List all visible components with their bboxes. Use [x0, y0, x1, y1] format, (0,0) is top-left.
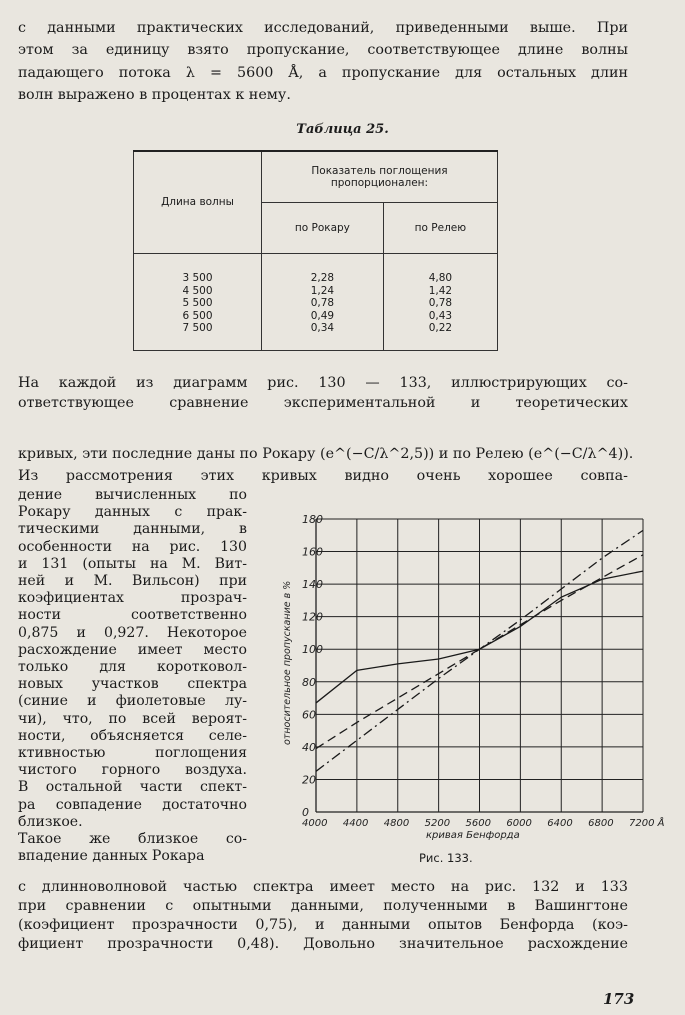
narrow-line: В остальной части спект-: [18, 779, 247, 796]
text-line-7: кривых, эти последние даны по Рокару (e^(−C/λ^2,5)) и по Релею (e^(−C/λ^4)).: [18, 446, 634, 462]
narrow-line: впадение данных Рокара: [18, 848, 205, 865]
text-line-3: падающего потока λ = 5600 Å, а пропускание для остальных длин: [18, 65, 628, 81]
absorption-table: [133, 150, 498, 351]
narrow-line: Такое же близкое со-: [18, 831, 247, 847]
x-tick-label: 6800: [588, 818, 614, 829]
y-tick-label: 80: [302, 675, 316, 689]
text-line-2: этом за единицу взято пропускание, соответствующее длине волны: [18, 42, 628, 58]
narrow-line: дение вычисленных по: [18, 487, 247, 503]
narrow-line: близкое.: [18, 813, 83, 830]
page-number: 173: [603, 990, 635, 1008]
text-line-5: На каждой из диаграмм рис. 130 — 133, иллюстрирующих со-: [18, 375, 628, 391]
narrow-line: 0,875 и 0,927. Некоторое: [18, 624, 247, 641]
narrow-line: коэфициентах прозрач-: [18, 590, 247, 607]
text-line-6: ответствующее сравнение экспериментальной и теоретических: [18, 395, 628, 411]
narrow-line: тическими данными, в: [18, 521, 247, 538]
text-line-1: с данными практических исследований, приведенными выше. При: [18, 20, 628, 36]
narrow-line: новых участков спектра: [18, 676, 247, 693]
narrow-line: ности, объясняется селе-: [18, 727, 247, 744]
narrow-line: расхождение имеет место: [18, 641, 247, 658]
y-axis-label: относительное пропускание в %: [282, 580, 293, 745]
narrow-line: и 131 (опыты на М. Вит-: [18, 555, 247, 572]
narrow-line: чистого горного воздуха.: [18, 762, 247, 779]
narrow-line: только для коротковол-: [18, 659, 247, 675]
x-tick-label: 6000: [506, 818, 532, 829]
text-line-8: Из рассмотрения этих кривых видно очень хорошее совпа-: [18, 468, 628, 484]
y-tick-label: 100: [302, 643, 323, 657]
narrow-line: Рокару данных с прак-: [18, 504, 247, 521]
narrow-line: ктивностью поглощения: [18, 745, 247, 761]
figure-caption: Рис. 133.: [419, 851, 473, 865]
group-header: Показатель поглощения пропорционален:: [262, 151, 498, 203]
y-tick-label: 60: [302, 708, 316, 722]
narrow-line: чи), что, по всей вероят-: [18, 710, 247, 727]
x-tick-label: 6400: [547, 818, 573, 829]
text-line-bottom-4: фициент прозрачности 0,48). Довольно значительное расхождение: [18, 936, 628, 952]
x-tick-label: 4800: [383, 818, 410, 829]
x-tick-label: 4400: [342, 818, 369, 829]
text-line-4: волн выражено в процентах к нему.: [18, 87, 291, 103]
narrow-line: (синие и фиолетовые лу-: [18, 693, 247, 710]
y-tick-label: 40: [302, 740, 316, 754]
narrow-line: ра совпадение достаточно: [18, 796, 247, 813]
x-tick-label: 5200: [424, 818, 451, 829]
col-rokar-header: по Рокару: [262, 203, 384, 254]
y-tick-label: 120: [302, 610, 323, 624]
rokar-values: 2,28 1,24 0,78 0,49 0,34: [262, 254, 384, 351]
table-caption: Таблица 25.: [296, 122, 389, 137]
text-line-bottom-3: (коэфициент прозрачности 0,75), и данными опытов Бенфорда (коэ-: [18, 917, 628, 933]
y-tick-label: 180: [302, 513, 323, 526]
y-tick-label: 160: [302, 545, 323, 559]
col-wavelength-header: Длина волны: [134, 151, 262, 254]
wavelength-values: 3 500 4 500 5 500 6 500 7 500: [134, 254, 262, 351]
narrow-line: ности соответственно: [18, 607, 247, 624]
narrow-line: особенности на рис. 130: [18, 538, 247, 555]
x-tick-label: 5600: [465, 818, 491, 829]
relay-values: 4,80 1,42 0,78 0,43 0,22: [383, 254, 497, 351]
y-tick-label: 20: [302, 773, 316, 787]
x-axis-label: кривая Бенфорда: [426, 830, 520, 841]
text-line-bottom-2: при сравнении с опытными данными, полученными в Вашингтоне: [18, 898, 628, 914]
y-tick-label: 140: [302, 578, 323, 592]
x-tick-label: 4000: [302, 818, 328, 829]
narrow-line: ней и М. Вильсон) при: [18, 573, 247, 589]
text-line-bottom-1: с длинноволновой частью спектра имеет место на рис. 132 и 133: [18, 879, 628, 895]
x-tick-label: 7200 Å: [629, 818, 665, 829]
transmission-chart: [258, 505, 665, 845]
col-relay-header: по Релею: [383, 203, 497, 254]
y-tick-label: 0: [302, 806, 309, 819]
